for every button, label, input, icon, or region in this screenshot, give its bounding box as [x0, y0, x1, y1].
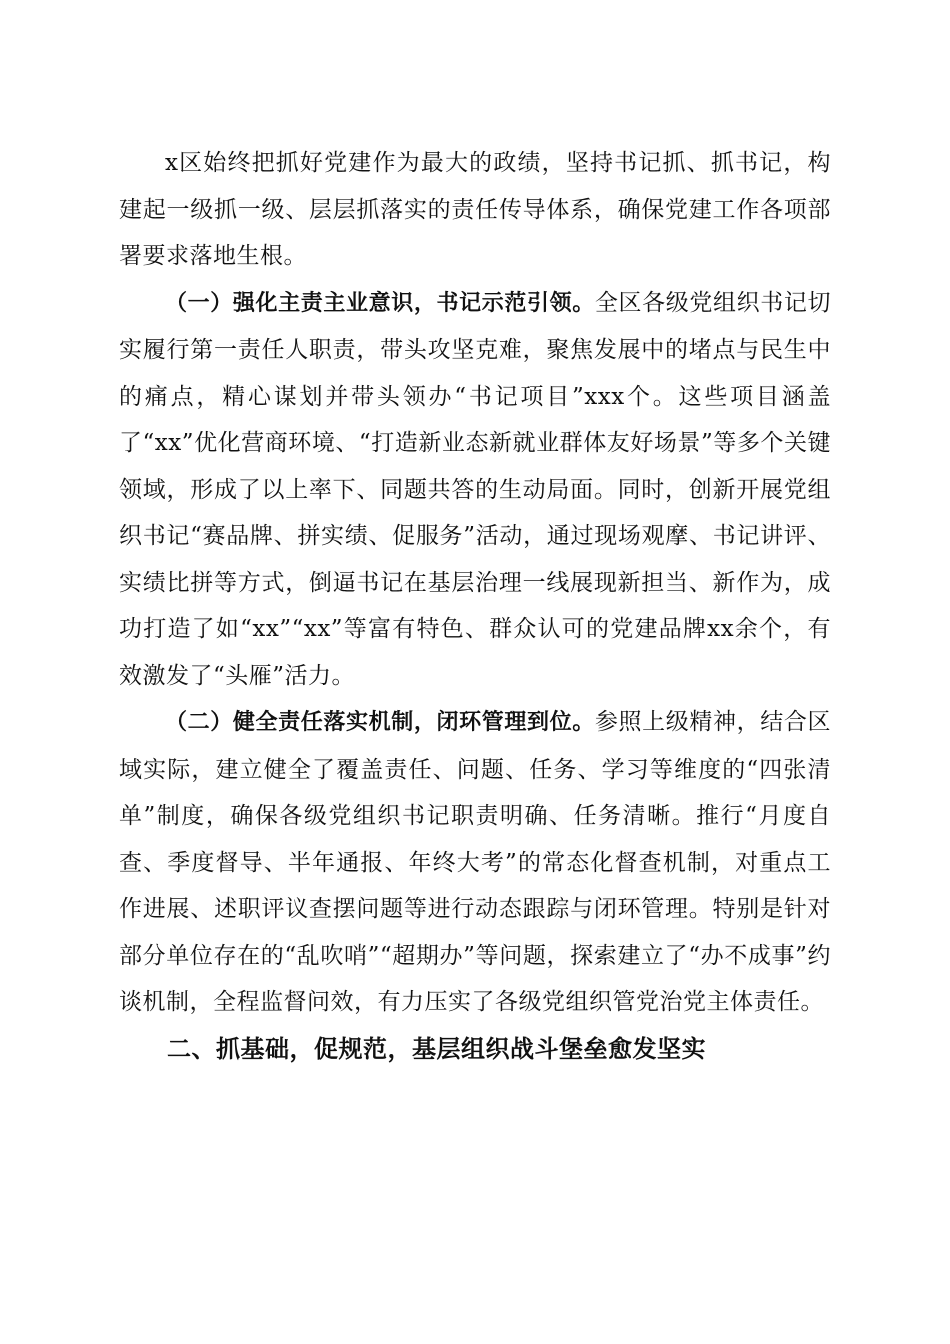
- section-1-lead: （一）强化主责主业意识，书记示范引领。: [165, 290, 595, 316]
- section-1-paragraph: [119, 280, 831, 700]
- document-body: [119, 140, 831, 1072]
- section-2-body: 参照上级精神，结合区域实际，建立健全了覆盖责任、问题、任务、学习等维度的“四张清单”制度，确保各级党组织书记职责明确、任务清晰。推行“月度自查、季度督导、半年通报、年终大考”的常态化督查机制，对重点工作进展、述职评议查摆问题等进行动态跟踪与闭环管理。特别是针对部分单位存在的“乱吹哨”“超期办”等问题，探索建立了“办不成事”约谈机制，全程监督问效，有力压实了各级党组织管党治党主体责任。: [119, 709, 831, 1015]
- intro-paragraph: x区始终把抓好党建作为最大的政绩，坚持书记抓、抓书记，构建起一级抓一级、层层抓落实的责任传导体系，确保党建工作各项部署要求落地生根。: [119, 150, 831, 269]
- section-2-lead: （二）健全责任落实机制，闭环管理到位。: [165, 710, 595, 735]
- section-1-body: 全区各级党组织书记切实履行第一责任人职责，带头攻坚克难，聚焦发展中的堵点与民生中的痛点，精心谋划并带头领办“书记项目”xxx个。这些项目涵盖了“xx”优化营商环境、“打造新业态新就业群体友好场景”等多个关键领域，形成了以上率下、同题共答的生动局面。同时，创新开展党组织书记“赛品牌、拼实绩、促服务”活动，通过现场观摩、书记讲评、实绩比拼等方式，倒逼书记在基层治理一线展现新担当、新作为，成功打造了如“xx”“xx”等富有特色、群众认可的党建品牌xx余个，有效激发了“头雁”活力。: [119, 289, 831, 689]
- section-2-paragraph: [119, 699, 831, 1026]
- section-heading-2: 二、抓基础，促规范，基层组织战斗堡垒愈发坚实: [167, 1034, 706, 1063]
